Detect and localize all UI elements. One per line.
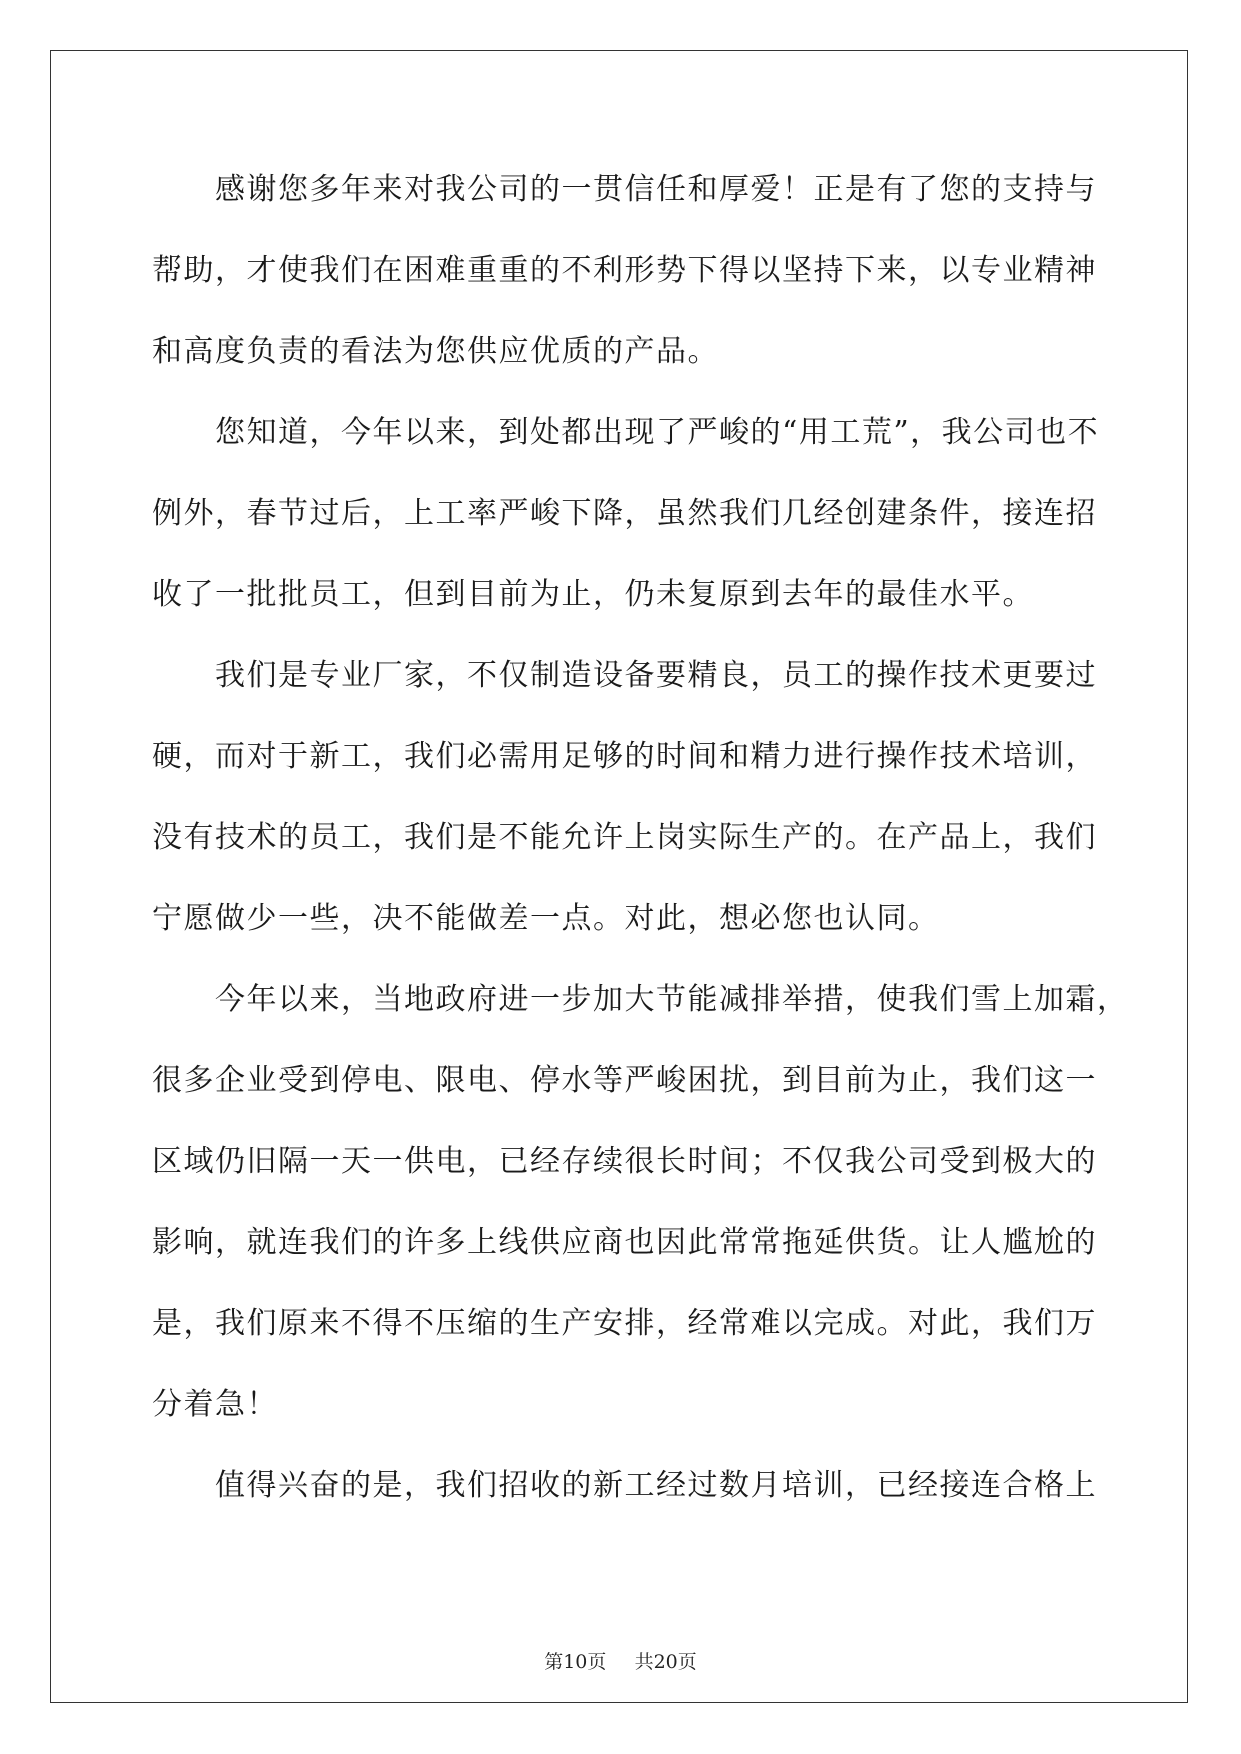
text-line: 您知道，今年以来，到处都出现了严峻的“用工荒”，我公司也不 <box>215 415 1100 450</box>
document-body <box>152 165 1129 1542</box>
text-line: 感谢您多年来对我公司的一贯信任和厚爱！正是有了您的支持与 <box>215 172 1097 207</box>
page-total: 共20页 <box>634 1651 697 1673</box>
text-line: 很多企业受到停电、限电、停水等严峻困扰，到目前为止，我们这一 <box>152 1063 1097 1098</box>
text-line: 宁愿做少一些，决不能做差一点。对此，想必您也认同。 <box>152 901 940 936</box>
text-line: 和高度负责的看法为您供应优质的产品。 <box>152 334 719 369</box>
text-line: 帮助，才使我们在困难重重的不利形势下得以坚持下来，以专业精神 <box>152 253 1097 288</box>
text-line: 分着急！ <box>152 1387 278 1422</box>
text-line: 硬，而对于新工，我们必需用足够的时间和精力进行操作技术培训， <box>152 739 1097 774</box>
text-line: 收了一批批员工，但到目前为止，仍未复原到去年的最佳水平。 <box>152 577 1034 612</box>
page-number: 第10页 <box>544 1651 607 1673</box>
text-line: 我们是专业厂家，不仅制造设备要精良，员工的操作技术更要过 <box>215 658 1097 693</box>
text-line: 区域仍旧隔一天一供电，已经存续很长时间；不仅我公司受到极大的 <box>152 1144 1097 1179</box>
text-line: 没有技术的员工，我们是不能允许上岗实际生产的。在产品上，我们 <box>152 820 1097 855</box>
text-line: 是，我们原来不得不压缩的生产安排，经常难以完成。对此，我们万 <box>152 1306 1097 1341</box>
page-footer <box>0 1647 1241 1674</box>
text-line: 影响，就连我们的许多上线供应商也因此常常拖延供货。让人尴尬的 <box>152 1225 1097 1260</box>
text-line: 今年以来，当地政府进一步加大节能减排举措，使我们雪上加霜， <box>215 982 1129 1017</box>
text-line: 例外，春节过后，上工率严峻下降，虽然我们几经创建条件，接连招 <box>152 496 1097 531</box>
text-line: 值得兴奋的是，我们招收的新工经过数月培训，已经接连合格上 <box>215 1468 1097 1503</box>
